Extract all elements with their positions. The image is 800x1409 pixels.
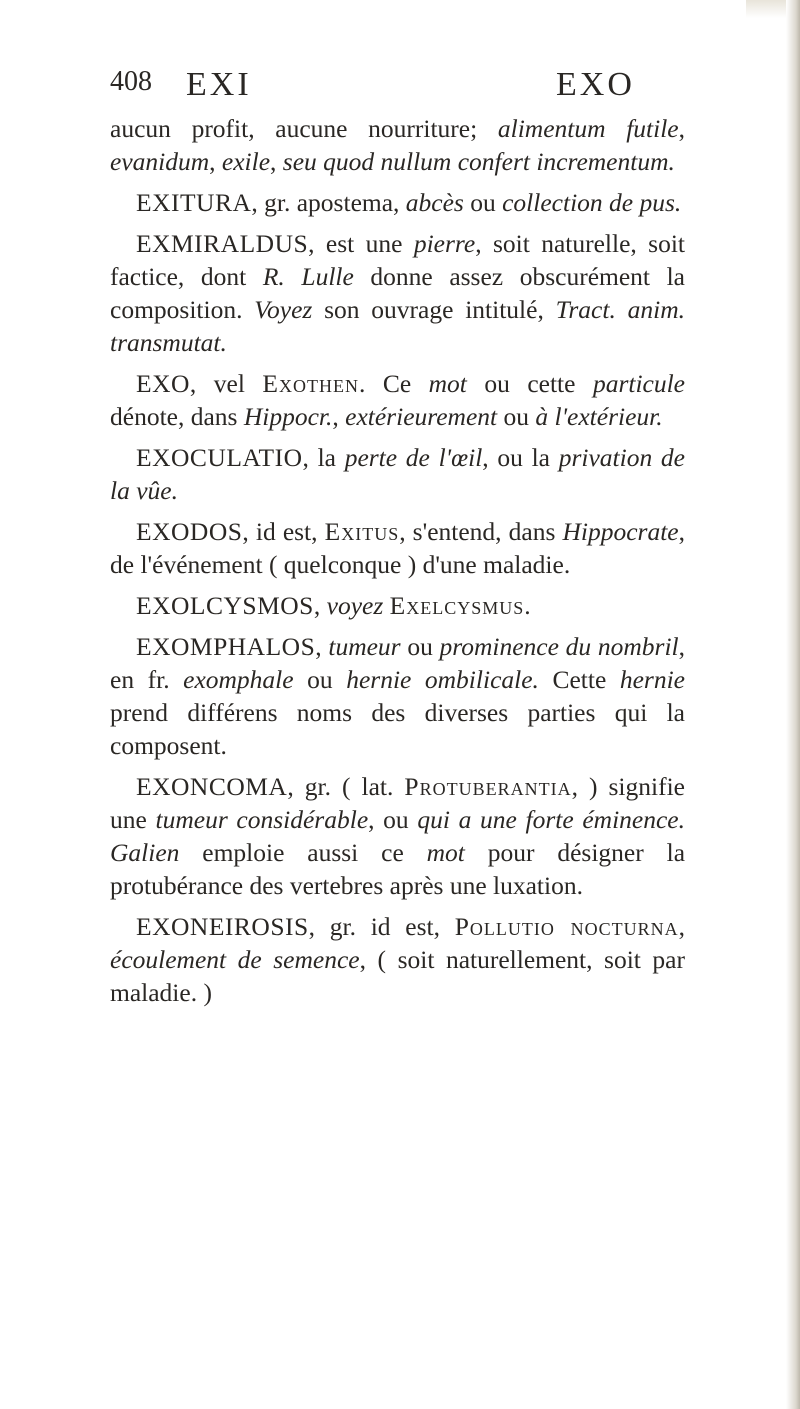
italic-text: perte de l'œil bbox=[344, 443, 483, 472]
entry-headword: EXO bbox=[136, 369, 190, 398]
entry-text: , bbox=[313, 591, 327, 620]
entry-text: , bbox=[209, 147, 222, 176]
dictionary-entry bbox=[110, 186, 685, 219]
entry-text: , de l'événement ( quelconque ) d'une maladie. bbox=[110, 517, 685, 579]
italic-text: exile bbox=[221, 147, 271, 176]
italic-text: pierre bbox=[413, 229, 476, 258]
entry-text: . Ce bbox=[358, 369, 429, 398]
entry-text: , bbox=[332, 402, 346, 431]
entry-text: ou bbox=[497, 402, 536, 431]
entry-headword: EXOLCYSMOS bbox=[136, 591, 314, 620]
small-caps-term: Protuberantia bbox=[404, 772, 572, 801]
italic-text: exomphale bbox=[183, 665, 294, 694]
entry-text: , gr. apostema, bbox=[251, 188, 406, 217]
italic-text: R. Lulle bbox=[262, 262, 354, 291]
entry-text: , bbox=[315, 632, 329, 661]
entry-headword: EXODOS bbox=[136, 517, 243, 546]
italic-text: voyez bbox=[326, 591, 384, 620]
entry-text: emploie aussi ce bbox=[179, 838, 427, 867]
entry-continuation bbox=[110, 112, 685, 178]
italic-text: prominence du nombril bbox=[439, 632, 679, 661]
entry-text: , ou bbox=[368, 805, 418, 834]
entry-text: ou bbox=[400, 632, 440, 661]
italic-text: tumeur considérable bbox=[155, 805, 369, 834]
italic-text: extérieurement bbox=[345, 402, 498, 431]
entry-text: , id est, bbox=[242, 517, 325, 546]
page-number: 408 bbox=[110, 66, 152, 97]
dictionary-entry bbox=[110, 227, 685, 359]
small-caps-term: Exitus bbox=[324, 517, 400, 546]
entry-text: , vel bbox=[189, 369, 263, 398]
small-caps-term: Pollutio nocturna bbox=[454, 912, 679, 941]
entry-text: Cette bbox=[538, 665, 620, 694]
dictionary-entry bbox=[110, 367, 685, 433]
italic-text: particule bbox=[592, 369, 686, 398]
italic-text: Voyez bbox=[254, 295, 313, 324]
italic-text: hernie bbox=[619, 665, 685, 694]
entry-text: ou bbox=[463, 188, 503, 217]
italic-text: collection de pus. bbox=[502, 188, 682, 217]
dictionary-entry bbox=[110, 441, 685, 507]
dictionary-entry bbox=[110, 515, 685, 581]
italic-text: Hippocrate bbox=[562, 517, 679, 546]
italic-text: Hippocr. bbox=[243, 402, 333, 431]
italic-text: privation de la vûe. bbox=[110, 443, 685, 505]
entry-text: , bbox=[678, 912, 685, 941]
small-caps-term: Exothen bbox=[262, 369, 359, 398]
entry-text: , ( soit naturellement, soit par maladie. ) bbox=[110, 945, 685, 1007]
small-caps-term: Exelcysmus bbox=[389, 591, 525, 620]
page-fold-shadow bbox=[786, 0, 800, 1409]
italic-text: abcès bbox=[405, 188, 464, 217]
running-head-left: EXI bbox=[186, 66, 252, 103]
entry-text: , ou la bbox=[482, 443, 559, 472]
entry-text: , en fr. bbox=[110, 632, 685, 694]
entry-text: prend différens noms des diverses parties qui la composent. bbox=[110, 698, 685, 760]
dictionary-text bbox=[110, 112, 685, 1017]
entry-headword: EXOCULATIO bbox=[136, 443, 303, 472]
entry-text: , soit naturelle, soit factice, dont bbox=[110, 229, 685, 291]
dictionary-entry bbox=[110, 910, 685, 1009]
entry-text: pour désigner la protubérance des vertebres après une luxation. bbox=[110, 838, 686, 900]
page-edge-stain bbox=[746, 0, 786, 18]
entry-text: , bbox=[270, 147, 283, 176]
italic-text: Tract. anim. transmutat. bbox=[110, 295, 685, 357]
italic-text: mot bbox=[426, 838, 465, 867]
entry-headword: EXONEIROSIS bbox=[136, 912, 309, 941]
running-header bbox=[110, 66, 660, 110]
entry-text: ou cette bbox=[466, 369, 593, 398]
entry-text: son ouvrage intitulé, bbox=[312, 295, 556, 324]
italic-text: alimentum futile bbox=[497, 114, 679, 143]
dictionary-entry bbox=[110, 630, 685, 762]
entry-text: aucun profit, aucune nourriture; bbox=[110, 114, 498, 143]
entry-text: ou bbox=[293, 665, 347, 694]
dictionary-entry bbox=[110, 770, 685, 902]
entry-text: , gr. id est, bbox=[308, 912, 455, 941]
italic-text: hernie ombilicale. bbox=[346, 665, 539, 694]
entry-text: , la bbox=[302, 443, 345, 472]
entry-text: . bbox=[524, 591, 531, 620]
italic-text: mot bbox=[428, 369, 467, 398]
entry-headword: EXONCOMA bbox=[136, 772, 288, 801]
italic-text: qui a une forte éminence. Galien bbox=[110, 805, 686, 867]
entry-headword: EXITURA bbox=[136, 188, 252, 217]
italic-text: écoulement de semence bbox=[110, 945, 360, 974]
entry-text: , ) signifie une bbox=[110, 772, 685, 834]
running-head-right: EXO bbox=[556, 66, 635, 103]
entry-headword: EXMIRALDUS bbox=[136, 229, 309, 258]
entry-text: , bbox=[678, 114, 686, 143]
entry-text: donne assez obscurément la composition. bbox=[110, 262, 685, 324]
entry-text: , est une bbox=[308, 229, 414, 258]
italic-text: evanidum bbox=[110, 147, 210, 176]
italic-text: seu quod nullum confert incrementum. bbox=[282, 147, 675, 176]
entry-text: , gr. ( lat. bbox=[287, 772, 405, 801]
entry-headword: EXOMPHALOS bbox=[136, 632, 316, 661]
entry-text: , s'entend, dans bbox=[399, 517, 563, 546]
entry-text: dénote, dans bbox=[110, 402, 244, 431]
italic-text: à l'extérieur. bbox=[535, 402, 663, 431]
dictionary-entry bbox=[110, 589, 685, 622]
italic-text: tumeur bbox=[328, 632, 401, 661]
